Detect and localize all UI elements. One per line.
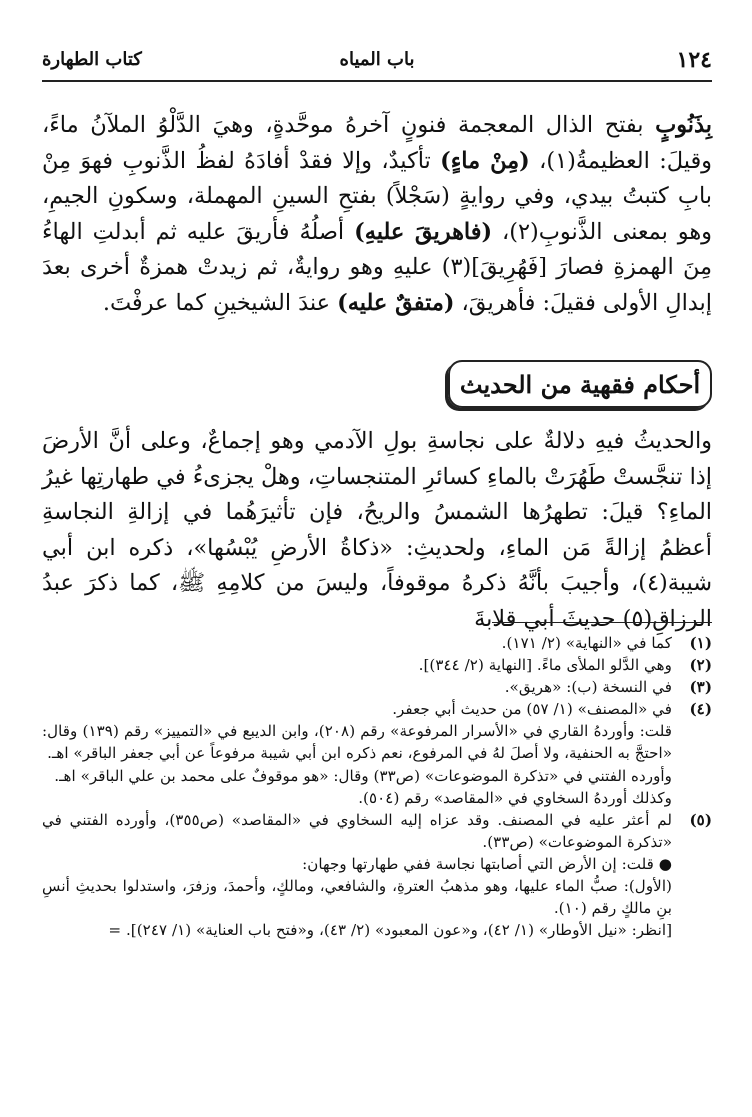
book-title: كتاب الطهارة — [42, 49, 142, 70]
footnote-5-continuation-2: (الأول): صبُّ الماء عليها، وهو مذهبُ العترةِ، والشافعي، ومالكٍ، وأحمدَ، وزفرَ، واستدلوا بحديثِ أنسِ بنِ مالكٍ رقم (١٠). — [42, 877, 672, 918]
hadith-quote: بِذَنُوبٍ — [655, 112, 712, 138]
footnote-5-continuation-3: [انظر: «نيل الأوطار» (١/ ٤٢)، و«عون المعبود» (٢/ ٤٣)، و«فتح باب العناية» (١/ ٢٤٧)]. = — [108, 921, 672, 940]
footnote-5-line: قلت: إن الأرض التي أصابتها نجاسة ففي طهارتها وجهان: — [302, 854, 654, 873]
commentary-text: (٢) — [509, 218, 539, 245]
footnote-number: (١) — [689, 634, 712, 652]
footnote-text: في «المصنف» (١/ ٥٧) من حديث أبي جعفر. — [392, 700, 672, 719]
paragraph-2-text-b: ، وأجيبَ بأنَّهُ ذكرهُ موقوفاً، وليسَ من كلامِهِ ﷺ، كما ذكرَ عبدُ الرزاقِ — [42, 570, 712, 632]
footnote-number: (٥) — [689, 810, 712, 829]
section-heading-box — [448, 360, 712, 408]
commentary-text: عندَ الشيخينِ كما عرفْتَ. — [102, 289, 338, 316]
main-text-block-2 — [42, 424, 712, 638]
paragraph-2 — [42, 424, 712, 638]
page-header — [42, 46, 712, 82]
footnote-4-continuation-1: قلت: وأوردهُ القاري في «الأسرار المرفوعة» رقم (٢٠٨)، وابن الديبع في «التمييز» رقم (١٣٩) وقال: «احتجَّ به الحنفية، ولا أصلَ لهُ في المرفوع، نعم ذكره ابن أبي شيبة مرفوعاً عن أبي جعفر الباقر» اهـ. — [42, 722, 672, 763]
paragraph-2-text-c: حديثَ أبي قلابةَ — [474, 605, 623, 632]
footnote-text: وهي الدَّلو الملأى ماءً. [النهاية (٢/ ٣٤٤)]. — [418, 656, 672, 675]
footnote-3 — [42, 676, 712, 698]
commentary-text: ، — [529, 147, 547, 174]
main-text-block-1 — [42, 108, 712, 322]
commentary-text: أصلُهُ فأريقَ عليه ثم أبدلتِ الهاءُ مِنَ الهمزةِ فصارَ [فَهُرِيقَ] — [42, 218, 713, 281]
footnote-1 — [42, 632, 712, 654]
footnote-text: في النسخة (ب): «هريق». — [504, 678, 672, 697]
commentary-text: بفتح الذال المعجمة فنونٍ آخرهُ موحَّدةٍ، وهيَ الدَّلْوُ الملآنُ ماءً، وقيلَ: العظيمةُ — [42, 112, 712, 174]
paragraph-2-text-a: والحديثُ فيهِ دلالةٌ على نجاسةِ بولِ الآدمي وهو إجماعٌ، وعلى أنَّ الأرضَ إذا تنجَّستْ طَهُرَتْ بالماءِ كسائرِ المتنجساتِ، وهلْ يجزىءُ في طهارتِها غيرُ الماءِ؟ قيلَ: تطهرُها الشمسُ والريحُ، فإن تأثيرَهُما في إزالةِ النجاسةِ أعظمُ إزالةً مَن الماءِ، ولحديثِ: «ذكاةُ الأرضِ يُبْسُها»، ذكره ابن أبي شيبة — [42, 428, 712, 597]
hadith-quote: (فاهريقَ عليهِ) — [354, 218, 493, 245]
footnote-2 — [42, 654, 712, 676]
page-number: ١٢٤ — [676, 47, 712, 73]
commentary-text: تأكيدٌ، وإلا فقدْ أفادَهُ لفظُ الذَّنوبِ فهوَ مِنْ بابِ كتبتُ بيدي، وفي روايةٍ (سَجْلاً) بفتحِ السينِ المهملة، وسكونِ الجيمِ، وهو بمعنى الذَّنوبِ — [42, 147, 712, 245]
commentary-text: (٣) — [441, 254, 472, 281]
footnote-4 — [42, 698, 712, 720]
footnote-number: (٣) — [689, 678, 712, 697]
hadith-quote: (مِنْ ماءٍ) — [440, 147, 530, 174]
footnote-text: كما في «النهاية» (٢/ ١٧١). — [501, 634, 672, 652]
section-heading: أحكام فقهية من الحديث — [459, 369, 701, 399]
footnotes — [42, 632, 712, 941]
footnote-text: لم أعثر عليه في المصنف. وقد عزاه إليه السخاوي في «المقاصد» (ص٣٥٥)، وأورده الفتني في «تذكرة الموضوعات» (ص٣٣). — [42, 810, 672, 851]
footnote-ref-4: (٤) — [638, 570, 668, 597]
footnote-5 — [42, 809, 712, 853]
paragraph-1 — [42, 108, 712, 322]
commentary-text: عليهِ وهو روايةٌ، ثم زيدتْ همزةٌ أخرى بعدَ إبدالِ الأولى فقيلَ: فأهريقَ، — [42, 254, 712, 316]
chapter-title: باب المياه — [339, 49, 415, 70]
footnote-4-continuation-3: وكذلك أوردهُ السخاوي في «المقاصد» رقم (٥٠٤). — [358, 788, 672, 807]
commentary-text: ، — [492, 218, 510, 245]
footnote-number: (٢) — [689, 656, 712, 675]
footnote-ref-5: (٥) — [622, 605, 653, 632]
footnote-4-continuation-2: وأورده الفتني في «تذكرة الموضوعات» (ص٣٣) وقال: «هو موقوفٌ على محمد بن علي الباقر» اهـ. — [54, 766, 672, 785]
footnote-number: (٤) — [689, 700, 712, 719]
footnote-separator — [492, 622, 712, 623]
commentary-text: (١) — [546, 147, 576, 174]
bullet-icon: ● — [658, 854, 672, 873]
footnote-5-continuation-1 — [42, 853, 672, 875]
hadith-quote: (متفقٌ عليه) — [337, 289, 455, 316]
